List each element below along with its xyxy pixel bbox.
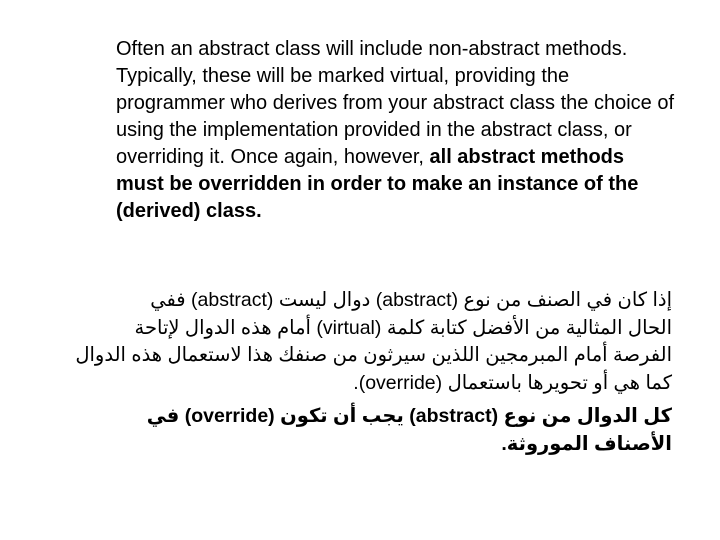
english-normal-text: Often an abstract class will include non-abstract methods. Typically, these will be marked virtual, providing the programmer who derives from your abstract class the choice of using the implementation provided in the abstract class, or overriding it. Once again, however, <box>116 38 674 168</box>
arabic-paragraphs <box>75 287 672 458</box>
arabic-p2-line-1: كل الدوال من نوع (abstract) يجب أن تكون (override) في <box>146 405 672 427</box>
arabic-p1-line-4: كما هي أو تحويرها باستعمال (override). <box>353 371 672 394</box>
english-bold-text: all abstract methods must be overridden in order to make an instance of the (derived) class. <box>116 146 639 222</box>
arabic-p2-line-2: الأصناف الموروثة. <box>501 432 672 455</box>
arabic-p1-line-1: إذا كان في الصنف من نوع (abstract) دوال ليست (abstract) ففي <box>150 289 672 311</box>
arabic-p1-line-2: الحال المثالية من الأفضل كتابة كلمة (virtual) أمام هذه الدوال لإتاحة <box>134 316 672 339</box>
english-paragraph <box>116 36 676 225</box>
arabic-p1-line-3: الفرصة أمام المبرمجين اللذين سيرثون من صنفك هذا لاستعمال هذه الدوال <box>75 344 672 366</box>
